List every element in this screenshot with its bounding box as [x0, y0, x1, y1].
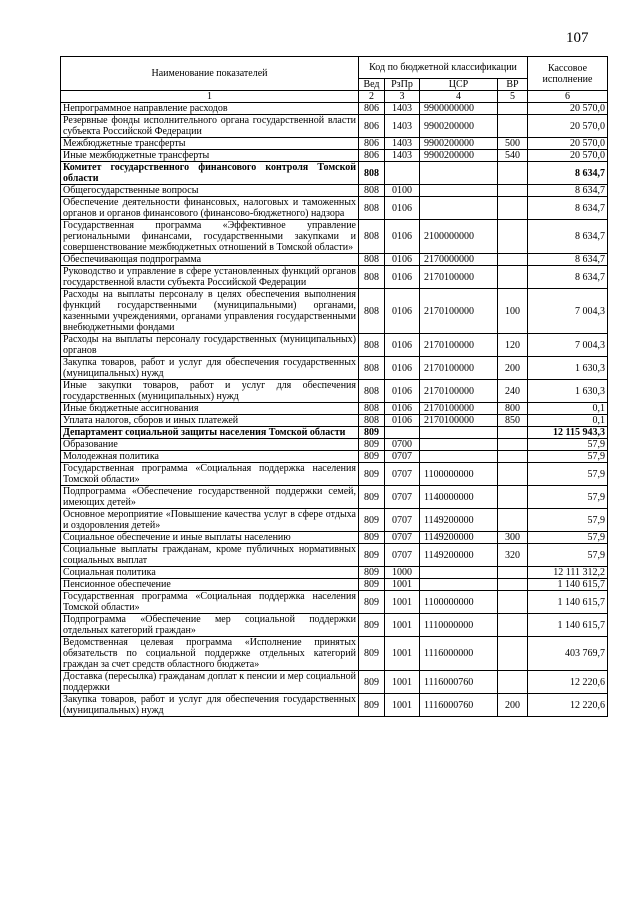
- row-ved: 806: [359, 103, 385, 115]
- table-row: [61, 671, 608, 694]
- row-rzpr: 0106: [385, 197, 420, 220]
- row-vr: 500: [498, 138, 528, 150]
- row-ved: 808: [359, 357, 385, 380]
- row-csr: 2100000000: [420, 220, 498, 254]
- row-name: Расходы на выплаты персоналу государственных (муниципальных) органов: [61, 334, 359, 357]
- row-name: Основное мероприятие «Повышение качества услуг в сфере отдыха и оздоровления детей»: [61, 509, 359, 532]
- row-amount: 8 634,7: [528, 162, 608, 185]
- row-csr: [420, 451, 498, 463]
- table-row: [61, 403, 608, 415]
- row-rzpr: 1403: [385, 150, 420, 162]
- row-amount: 7 004,3: [528, 289, 608, 334]
- row-vr: 200: [498, 357, 528, 380]
- row-name: Межбюджетные трансферты: [61, 138, 359, 150]
- table-row: [61, 614, 608, 637]
- row-csr: 2170100000: [420, 403, 498, 415]
- row-csr: [420, 567, 498, 579]
- row-vr: [498, 439, 528, 451]
- row-csr: 1149200000: [420, 532, 498, 544]
- row-csr: 2170100000: [420, 289, 498, 334]
- row-amount: 12 220,6: [528, 694, 608, 717]
- row-vr: 540: [498, 150, 528, 162]
- table-row: [61, 532, 608, 544]
- table-row: [61, 115, 608, 138]
- row-ved: 809: [359, 637, 385, 671]
- row-vr: [498, 671, 528, 694]
- row-csr: [420, 197, 498, 220]
- row-vr: 200: [498, 694, 528, 717]
- row-name: Резервные фонды исполнительного органа государственной власти субъекта Российской Федерации: [61, 115, 359, 138]
- row-rzpr: 1001: [385, 614, 420, 637]
- row-amount: 1 140 615,7: [528, 614, 608, 637]
- row-amount: 57,9: [528, 451, 608, 463]
- row-csr: 2170000000: [420, 254, 498, 266]
- row-name: Государственная программа «Социальная поддержка населения Томской области»: [61, 463, 359, 486]
- row-amount: 403 769,7: [528, 637, 608, 671]
- row-csr: [420, 579, 498, 591]
- column-number: 3: [385, 91, 420, 103]
- row-amount: 20 570,0: [528, 138, 608, 150]
- row-amount: 8 634,7: [528, 254, 608, 266]
- row-amount: 12 115 943,3: [528, 427, 608, 439]
- row-rzpr: 0707: [385, 532, 420, 544]
- row-vr: [498, 254, 528, 266]
- row-ved: 809: [359, 614, 385, 637]
- header-amount: Кассовое исполнение: [528, 57, 608, 91]
- table-row: [61, 544, 608, 567]
- row-csr: [420, 162, 498, 185]
- column-number: 2: [359, 91, 385, 103]
- table-row: [61, 486, 608, 509]
- row-ved: 808: [359, 266, 385, 289]
- row-csr: 1116000760: [420, 671, 498, 694]
- row-rzpr: 1403: [385, 115, 420, 138]
- row-rzpr: 1001: [385, 694, 420, 717]
- row-vr: [498, 185, 528, 197]
- table-row: [61, 567, 608, 579]
- row-name: Закупка товаров, работ и услуг для обеспечения государственных (муниципальных) нужд: [61, 357, 359, 380]
- row-rzpr: 0106: [385, 357, 420, 380]
- row-name: Иные бюджетные ассигнования: [61, 403, 359, 415]
- table-row: [61, 138, 608, 150]
- row-vr: [498, 103, 528, 115]
- table-row: [61, 591, 608, 614]
- row-rzpr: [385, 427, 420, 439]
- row-name: Молодежная политика: [61, 451, 359, 463]
- row-rzpr: 0106: [385, 415, 420, 427]
- column-number: 5: [498, 91, 528, 103]
- row-csr: 9900200000: [420, 150, 498, 162]
- table-body: [61, 103, 608, 717]
- row-ved: 808: [359, 380, 385, 403]
- row-amount: 57,9: [528, 439, 608, 451]
- row-ved: 809: [359, 451, 385, 463]
- row-name: Ведомственная целевая программа «Исполнение принятых обязательств по социальной поддержке отдельных категорий граждан за счет средств областного бюджета»: [61, 637, 359, 671]
- row-vr: 240: [498, 380, 528, 403]
- row-name: Социальное обеспечение и иные выплаты населению: [61, 532, 359, 544]
- row-csr: [420, 427, 498, 439]
- row-vr: [498, 509, 528, 532]
- row-amount: 8 634,7: [528, 185, 608, 197]
- row-ved: 808: [359, 197, 385, 220]
- row-name: Руководство и управление в сфере установленных функций органов государственной власти субъекта Российской Федерации: [61, 266, 359, 289]
- table-row: [61, 579, 608, 591]
- row-ved: 806: [359, 138, 385, 150]
- row-vr: [498, 486, 528, 509]
- header-ved: Вед: [359, 79, 385, 91]
- row-amount: 57,9: [528, 463, 608, 486]
- row-amount: 0,1: [528, 415, 608, 427]
- row-rzpr: 0106: [385, 403, 420, 415]
- row-rzpr: 0106: [385, 254, 420, 266]
- row-csr: 1116000000: [420, 637, 498, 671]
- row-name: Департамент социальной защиты населения Томской области: [61, 427, 359, 439]
- row-amount: 57,9: [528, 544, 608, 567]
- row-ved: 809: [359, 463, 385, 486]
- row-name: Иные межбюджетные трансферты: [61, 150, 359, 162]
- row-name: Подпрограмма «Обеспечение мер социальной поддержки отдельных категорий граждан»: [61, 614, 359, 637]
- row-amount: 1 630,3: [528, 380, 608, 403]
- row-csr: 2170100000: [420, 357, 498, 380]
- table-row: [61, 103, 608, 115]
- row-name: Образование: [61, 439, 359, 451]
- row-csr: [420, 439, 498, 451]
- row-amount: 8 634,7: [528, 220, 608, 254]
- header-code-group: Код по бюджетной классификации: [359, 57, 528, 79]
- row-rzpr: 0707: [385, 463, 420, 486]
- table-row: [61, 427, 608, 439]
- row-ved: 809: [359, 579, 385, 591]
- table-row: [61, 357, 608, 380]
- row-rzpr: 0707: [385, 544, 420, 567]
- table-row: [61, 415, 608, 427]
- row-ved: 809: [359, 567, 385, 579]
- row-amount: 57,9: [528, 486, 608, 509]
- row-rzpr: 0100: [385, 185, 420, 197]
- row-amount: 57,9: [528, 532, 608, 544]
- row-csr: 2170100000: [420, 266, 498, 289]
- row-rzpr: 1001: [385, 579, 420, 591]
- row-amount: 1 140 615,7: [528, 579, 608, 591]
- row-vr: [498, 463, 528, 486]
- column-number: 4: [420, 91, 498, 103]
- row-csr: 1140000000: [420, 486, 498, 509]
- row-ved: 808: [359, 254, 385, 266]
- row-vr: [498, 427, 528, 439]
- column-number: 1: [61, 91, 359, 103]
- row-rzpr: 0106: [385, 334, 420, 357]
- row-amount: 12 220,6: [528, 671, 608, 694]
- row-vr: [498, 567, 528, 579]
- table-row: [61, 439, 608, 451]
- row-vr: [498, 266, 528, 289]
- table-row: [61, 220, 608, 254]
- row-name: Закупка товаров, работ и услуг для обеспечения государственных (муниципальных) нужд: [61, 694, 359, 717]
- row-vr: 300: [498, 532, 528, 544]
- table-row: [61, 162, 608, 185]
- table-row: [61, 380, 608, 403]
- row-name: Обеспечение деятельности финансовых, налоговых и таможенных органов и органов финансового (финансово-бюджетного) надзора: [61, 197, 359, 220]
- table-row: [61, 289, 608, 334]
- column-number: 6: [528, 91, 608, 103]
- row-amount: 8 634,7: [528, 197, 608, 220]
- row-vr: 800: [498, 403, 528, 415]
- row-csr: 2170100000: [420, 380, 498, 403]
- header-name: Наименование показателей: [61, 57, 359, 91]
- table-row: [61, 694, 608, 717]
- row-csr: 1149200000: [420, 509, 498, 532]
- table-row: [61, 451, 608, 463]
- row-name: Уплата налогов, сборов и иных платежей: [61, 415, 359, 427]
- row-vr: [498, 591, 528, 614]
- budget-table: [60, 56, 608, 717]
- row-amount: 20 570,0: [528, 115, 608, 138]
- row-vr: [498, 614, 528, 637]
- row-ved: 808: [359, 334, 385, 357]
- row-amount: 0,1: [528, 403, 608, 415]
- row-name: Обеспечивающая подпрограмма: [61, 254, 359, 266]
- row-ved: 809: [359, 427, 385, 439]
- row-ved: 806: [359, 115, 385, 138]
- row-rzpr: [385, 162, 420, 185]
- row-ved: 808: [359, 220, 385, 254]
- table-row: [61, 150, 608, 162]
- row-rzpr: 1001: [385, 671, 420, 694]
- row-ved: 808: [359, 185, 385, 197]
- row-name: Доставка (пересылка) гражданам доплат к пенсии и мер социальной поддержки: [61, 671, 359, 694]
- row-amount: 1 630,3: [528, 357, 608, 380]
- row-ved: 809: [359, 671, 385, 694]
- row-name: Пенсионное обеспечение: [61, 579, 359, 591]
- row-name: Социальная политика: [61, 567, 359, 579]
- row-rzpr: 0707: [385, 486, 420, 509]
- row-vr: [498, 162, 528, 185]
- row-name: Комитет государственного финансового контроля Томской области: [61, 162, 359, 185]
- row-ved: 808: [359, 403, 385, 415]
- row-rzpr: 0707: [385, 509, 420, 532]
- row-name: Общегосударственные вопросы: [61, 185, 359, 197]
- table-row: [61, 197, 608, 220]
- row-vr: 320: [498, 544, 528, 567]
- row-vr: 120: [498, 334, 528, 357]
- row-name: Государственная программа «Эффективное управление региональными финансами, государственными закупками и совершенствование межбюджетных отношений в Томской области»: [61, 220, 359, 254]
- row-vr: 850: [498, 415, 528, 427]
- row-csr: 2170100000: [420, 334, 498, 357]
- row-rzpr: 0106: [385, 266, 420, 289]
- row-ved: 809: [359, 544, 385, 567]
- row-amount: 8 634,7: [528, 266, 608, 289]
- row-rzpr: 1001: [385, 637, 420, 671]
- row-vr: [498, 220, 528, 254]
- row-amount: 1 140 615,7: [528, 591, 608, 614]
- row-csr: 1116000760: [420, 694, 498, 717]
- row-ved: 809: [359, 591, 385, 614]
- table-row: [61, 509, 608, 532]
- row-csr: 9900200000: [420, 138, 498, 150]
- row-name: Расходы на выплаты персоналу в целях обеспечения выполнения функций государственными (муниципальными) органами, казенными учреждениями, органами управления государственными внебюджетными фондами: [61, 289, 359, 334]
- column-number-row: [61, 91, 608, 103]
- row-ved: 809: [359, 486, 385, 509]
- row-rzpr: 0700: [385, 439, 420, 451]
- header-rzpr: РзПр: [385, 79, 420, 91]
- table-row: [61, 185, 608, 197]
- row-vr: [498, 579, 528, 591]
- row-csr: 9900000000: [420, 103, 498, 115]
- table-row: [61, 637, 608, 671]
- row-vr: [498, 115, 528, 138]
- table-row: [61, 463, 608, 486]
- row-vr: 100: [498, 289, 528, 334]
- header-csr: ЦСР: [420, 79, 498, 91]
- row-ved: 808: [359, 415, 385, 427]
- row-rzpr: 0106: [385, 289, 420, 334]
- row-rzpr: 1000: [385, 567, 420, 579]
- header-vr: ВР: [498, 79, 528, 91]
- row-amount: 12 111 312,2: [528, 567, 608, 579]
- table-row: [61, 334, 608, 357]
- row-vr: [498, 451, 528, 463]
- row-ved: 806: [359, 150, 385, 162]
- row-ved: 809: [359, 509, 385, 532]
- row-name: Иные закупки товаров, работ и услуг для обеспечения государственных (муниципальных) нужд: [61, 380, 359, 403]
- row-rzpr: 0106: [385, 380, 420, 403]
- page-number: 107: [566, 30, 589, 46]
- row-csr: 9900200000: [420, 115, 498, 138]
- row-csr: 2170100000: [420, 415, 498, 427]
- row-ved: 808: [359, 289, 385, 334]
- row-name: Государственная программа «Социальная поддержка населения Томской области»: [61, 591, 359, 614]
- row-rzpr: 0106: [385, 220, 420, 254]
- row-csr: 1110000000: [420, 614, 498, 637]
- row-rzpr: 1001: [385, 591, 420, 614]
- row-ved: 809: [359, 694, 385, 717]
- row-ved: 808: [359, 162, 385, 185]
- row-csr: 1149200000: [420, 544, 498, 567]
- row-ved: 809: [359, 439, 385, 451]
- row-name: Непрограммное направление расходов: [61, 103, 359, 115]
- row-amount: 20 570,0: [528, 103, 608, 115]
- row-csr: 1100000000: [420, 463, 498, 486]
- row-name: Подпрограмма «Обеспечение государственной поддержки семей, имеющих детей»: [61, 486, 359, 509]
- table-row: [61, 266, 608, 289]
- row-rzpr: 1403: [385, 138, 420, 150]
- row-amount: 7 004,3: [528, 334, 608, 357]
- row-amount: 57,9: [528, 509, 608, 532]
- row-rzpr: 0707: [385, 451, 420, 463]
- row-rzpr: 1403: [385, 103, 420, 115]
- row-vr: [498, 637, 528, 671]
- row-csr: [420, 185, 498, 197]
- row-name: Социальные выплаты гражданам, кроме публичных нормативных социальных выплат: [61, 544, 359, 567]
- row-vr: [498, 197, 528, 220]
- table-row: [61, 254, 608, 266]
- row-amount: 20 570,0: [528, 150, 608, 162]
- row-ved: 809: [359, 532, 385, 544]
- row-csr: 1100000000: [420, 591, 498, 614]
